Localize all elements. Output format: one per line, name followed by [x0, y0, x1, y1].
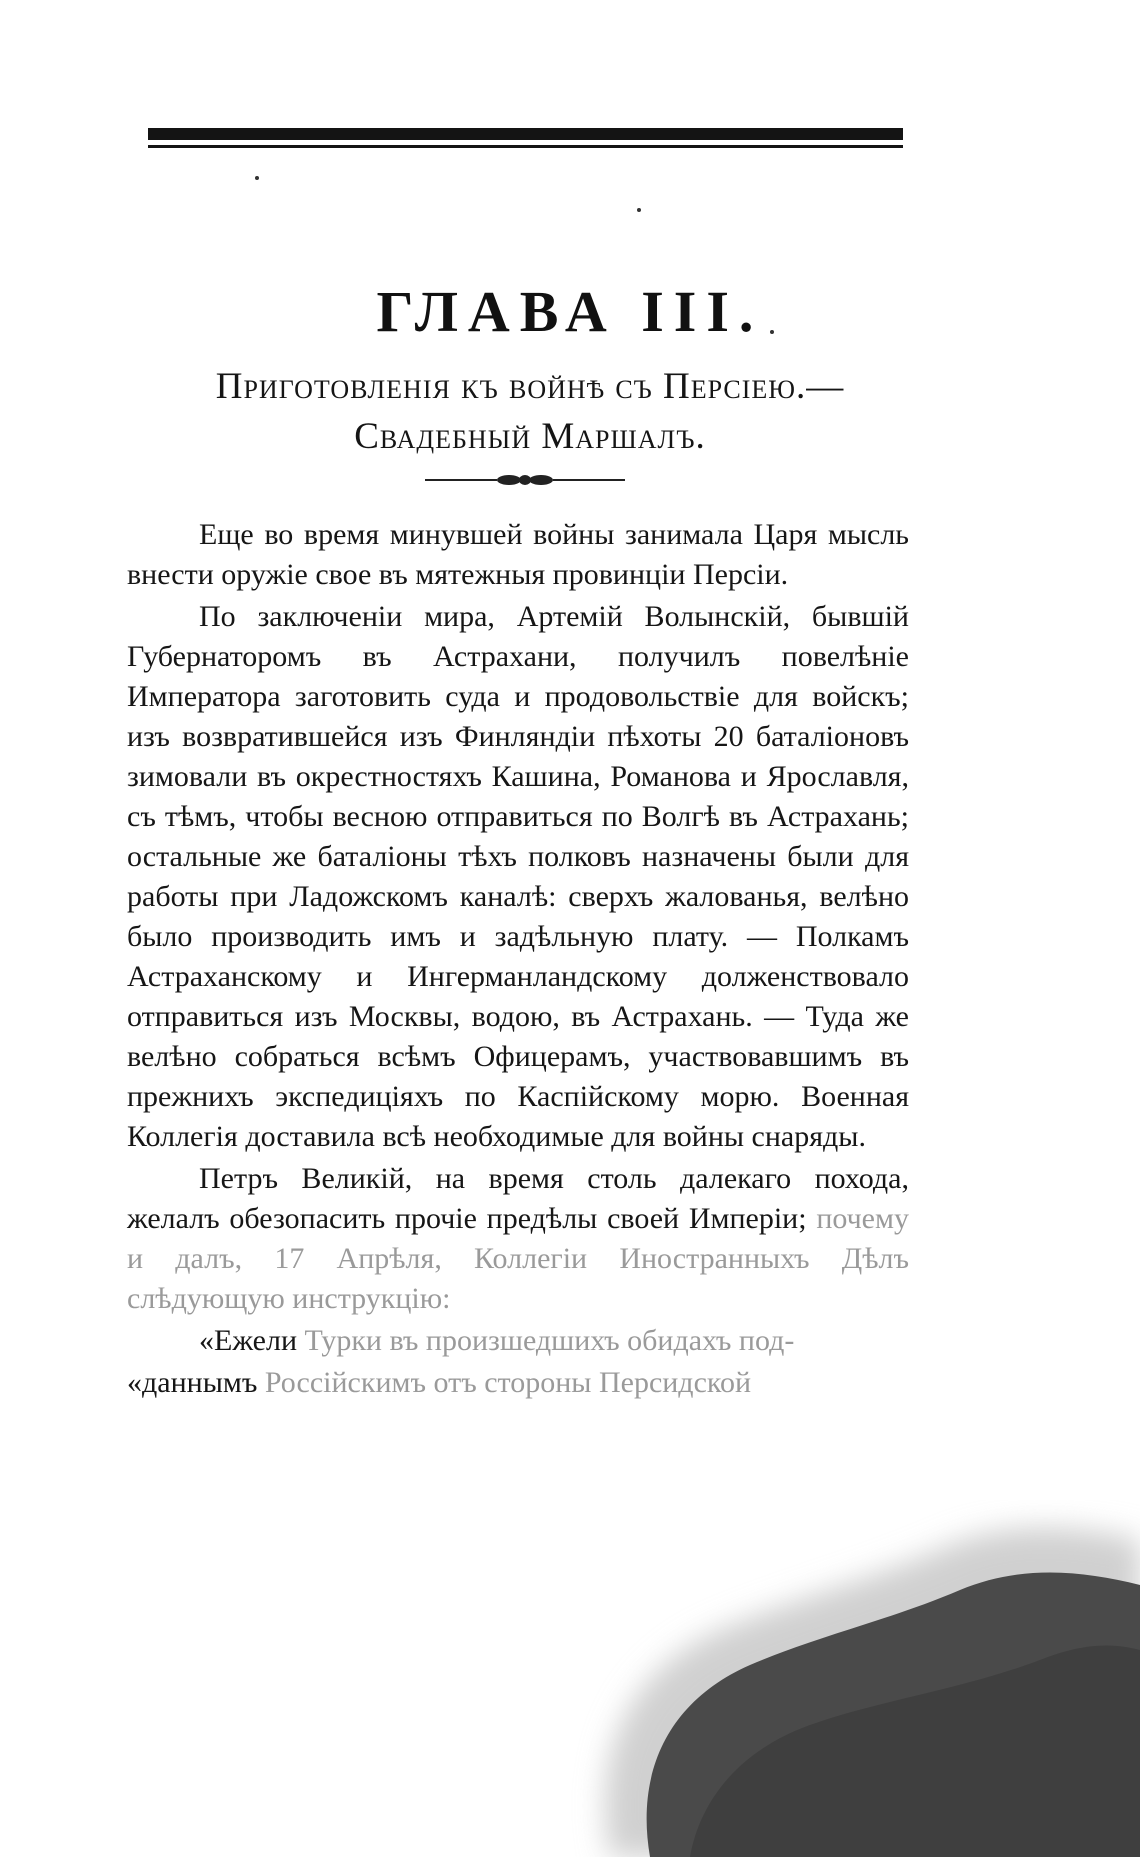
quote-line-2-faded: Россійскимъ отъ стороны Персидской — [257, 1366, 751, 1399]
speck — [255, 176, 259, 180]
quote-line-2 — [127, 1363, 909, 1403]
speck — [637, 208, 641, 212]
ornament-divider — [425, 470, 625, 490]
page-damage-stain — [540, 1500, 1140, 1857]
chapter-title: ГЛАВА III. — [376, 279, 764, 344]
paragraph-1: Еще во время минувшей войны занимала Царя мысль внести оружіе свое въ мятежныя провинціи Персіи. — [127, 518, 909, 591]
chapter-subtitle — [140, 362, 920, 462]
chapter-body — [127, 515, 909, 1405]
quote-line-1-faded: Турки въ произшедшихъ обидахъ под- — [297, 1324, 795, 1357]
header-rule-thick — [148, 128, 903, 140]
quote-line-1-text: «Ежели — [199, 1324, 297, 1357]
header-rule-thin — [148, 145, 903, 148]
paragraph-3-faded-text: почему и далъ, 17 Апрѣля, Коллегіи Иностранныхъ Дѣлъ слѣдующую инструкцію: — [127, 1202, 909, 1315]
quote-line-1 — [127, 1321, 909, 1361]
subtitle-line-1: Приготовленія къ войнѣ съ Персіею.— — [215, 366, 845, 407]
subtitle-line-2: Свадебный Маршалъ. — [354, 416, 706, 457]
quote-line-2-text: «даннымъ — [127, 1366, 258, 1399]
paragraph-3-text: Петръ Великій, на время столь далекаго похода, желалъ обезопасить прочіе предѣлы своей Имперіи; — [127, 1162, 909, 1235]
paragraph-3 — [127, 1159, 909, 1319]
paragraph-2: По заключеніи мира, Артемій Волынскій, бывшій Губернаторомъ въ Астрахани, получилъ повелѣніе Императора заготовить суда и продовольствіе для войскъ; изъ возвратившейся изъ Финляндіи пѣхоты 20 баталіоновъ зимовали въ окрестностяхъ Кашина, Романова и Ярославля, съ тѣмъ, чтобы весною отправиться по Волгѣ въ Астрахань; остальные же баталіоны тѣхъ полковъ назначены были для работы при Ладожскомъ каналѣ: сверхъ жалованья, велѣно было производить имъ и задѣльную плату. — Полкамъ Астраханскому и Ингерманландскому долженствовало отправиться изъ Москвы, водою, въ Астрахань. — Туда же велѣно собраться всѣмъ Офицерамъ, участвовавшимъ въ прежнихъ экспедиціяхъ по Каспійскому морю. Военная Коллегія доставила всѣ необходимые для войны снаряды. — [127, 600, 909, 1153]
